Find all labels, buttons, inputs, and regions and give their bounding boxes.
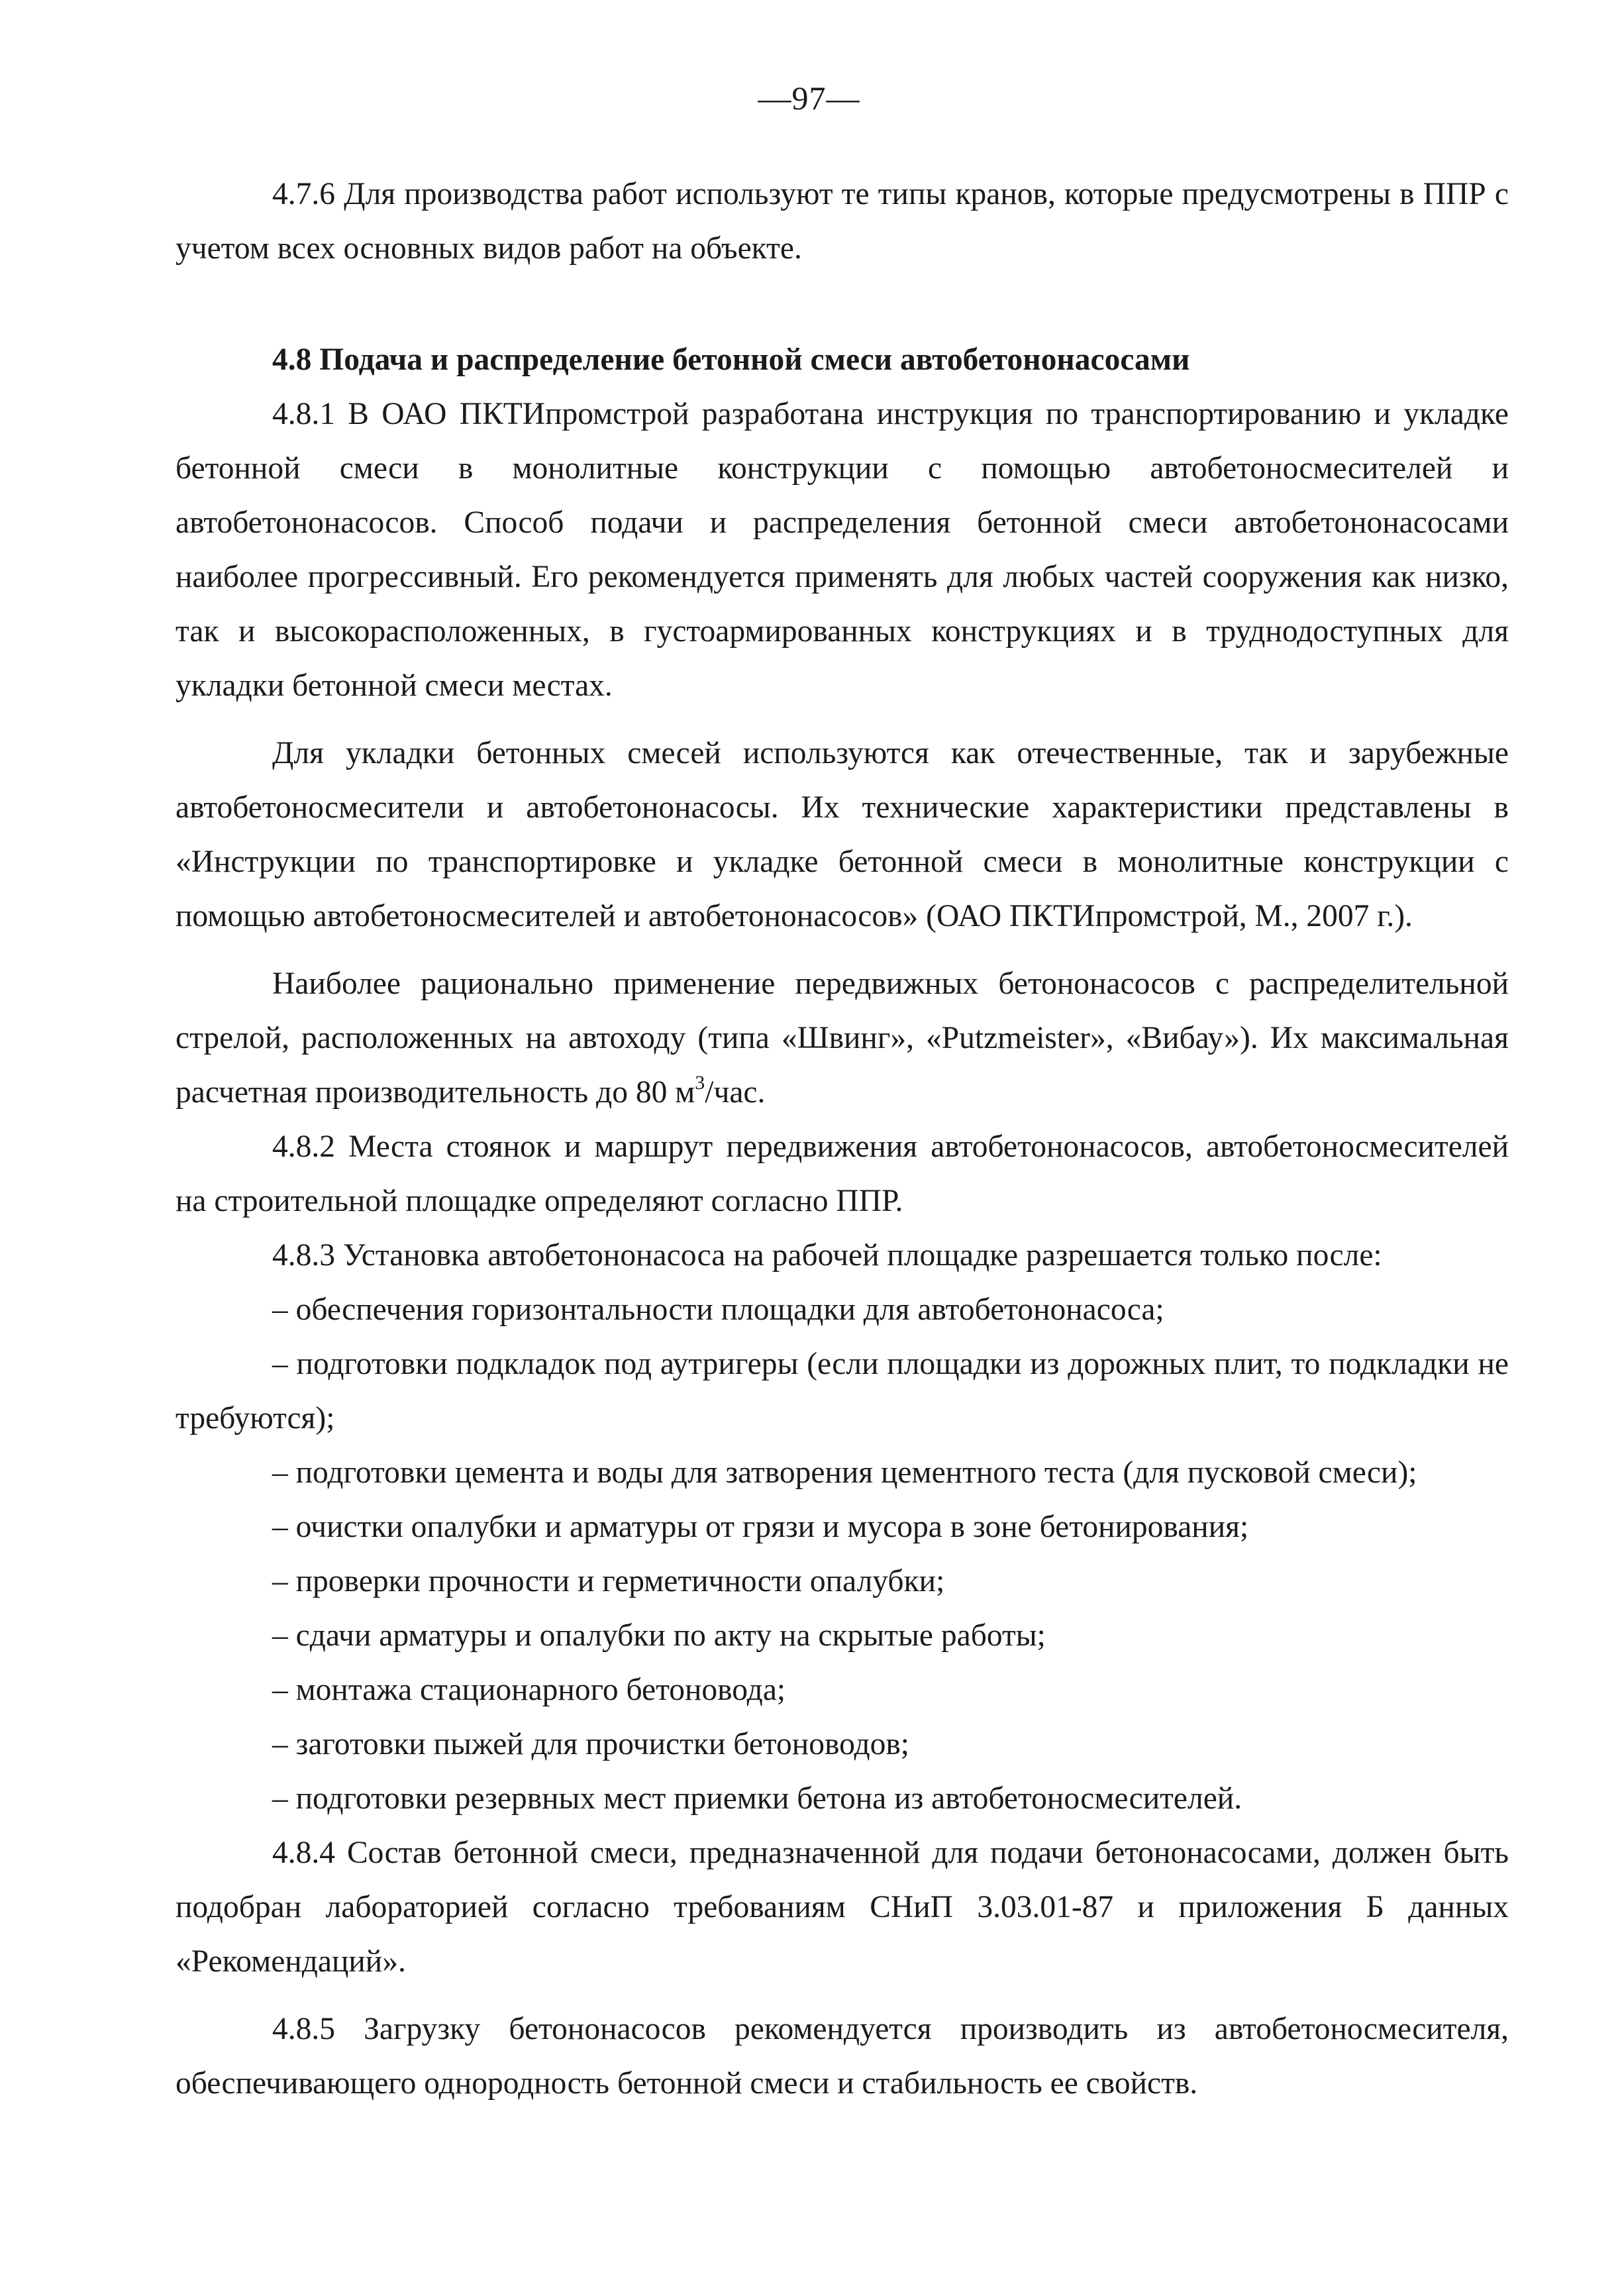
list-item: – сдачи арматуры и опалубки по акту на скрытые работы; xyxy=(272,1618,1046,1653)
cubic-superscript: 3 xyxy=(695,1072,705,1094)
paragraph-mixers-and-pumps: Для укладки бетонных смесей используются как отечественные, так и зарубежные автобетоносмесители и автобетононасосы. Их технические характеристики представлены в «Инструкции по транспортировке и укладке бетонной смеси в монолитные конструкции с помощью автобетоносмесителей и автобетононасосов» (ОАО ПКТИпромстрой, М., 2007 г.). xyxy=(176,736,1509,933)
list-item: – проверки прочности и герметичности опалубки; xyxy=(272,1564,945,1598)
paragraph-4-8-1: 4.8.1 В ОАО ПКТИпромстрой разработана инструкция по транспортированию и укладке бетонной смеси в монолитные конструкции с помощью автобетоносмесителей и автобетононасосов. Способ подачи и распределения бетонной смеси автобетононасосами наиболее прогрессивный. Его рекомендуется применять для любых частей сооружения как низко, так и высокорасположенных, в густоармированных конструкциях и в труднодоступных для укладки бетонной смеси местах. xyxy=(176,397,1509,703)
paragraph-4-8-5: 4.8.5 Загрузку бетононасосов рекомендуется производить из автобетоносмесителя, обеспечивающего однородность бетонной смеси и стабильность ее свойств. xyxy=(176,2012,1509,2101)
rational-use-unit: /час. xyxy=(705,1075,766,1110)
list-item: – подготовки резервных мест приемки бетона из автобетоносмесителей. xyxy=(272,1781,1242,1816)
paragraph-4-8-4: 4.8.4 Состав бетонной смеси, предназначенной для подачи бетононасосами, должен быть подобран лабораторией согласно требованиям СНиП 3.03.01-87 и приложения Б данных «Рекомендаций». xyxy=(176,1836,1509,1979)
document-body xyxy=(176,167,1509,2111)
list-item: – подготовки подкладок под аутригеры (если площадки из дорожных плит, то подкладки не требуются); xyxy=(176,1347,1509,1435)
list-item: – заготовки пыжей для прочистки бетоноводов; xyxy=(272,1727,909,1761)
paragraph-4-7-6: 4.7.6 Для производства работ используют те типы кранов, которые предусмотрены в ППР с учетом всех основных видов работ на объекте. xyxy=(176,177,1509,266)
paragraph-4-8-3: 4.8.3 Установка автобетононасоса на рабочей площадке разрешается только после: xyxy=(272,1238,1382,1273)
list-item: – монтажа стационарного бетоновода; xyxy=(272,1673,786,1707)
paragraph-rational-use xyxy=(176,957,1509,1120)
rational-use-text: Наиболее рационально применение передвижных бетононасосов с распределительной стрелой, расположенных на автоходу (типа «Швинг», «Putzmeister», «Вибау»). Их максимальная расчетная производительность до 80 м xyxy=(176,966,1509,1110)
page-number: —97— xyxy=(758,79,860,117)
section-heading-4-8: 4.8 Подача и распределение бетонной смеси автобетононасосами xyxy=(272,342,1190,377)
list-item: – обеспечения горизонтальности площадки для автобетононасоса; xyxy=(272,1292,1164,1327)
list-item: – очистки опалубки и арматуры от грязи и мусора в зоне бетонирования; xyxy=(272,1510,1249,1544)
paragraph-4-8-2: 4.8.2 Места стоянок и маршрут передвижения автобетононасосов, автобетоносмесителей на строительной площадке определяют согласно ППР. xyxy=(176,1129,1509,1218)
list-item: – подготовки цемента и воды для затворения цементного теста (для пусковой смеси); xyxy=(272,1455,1417,1490)
